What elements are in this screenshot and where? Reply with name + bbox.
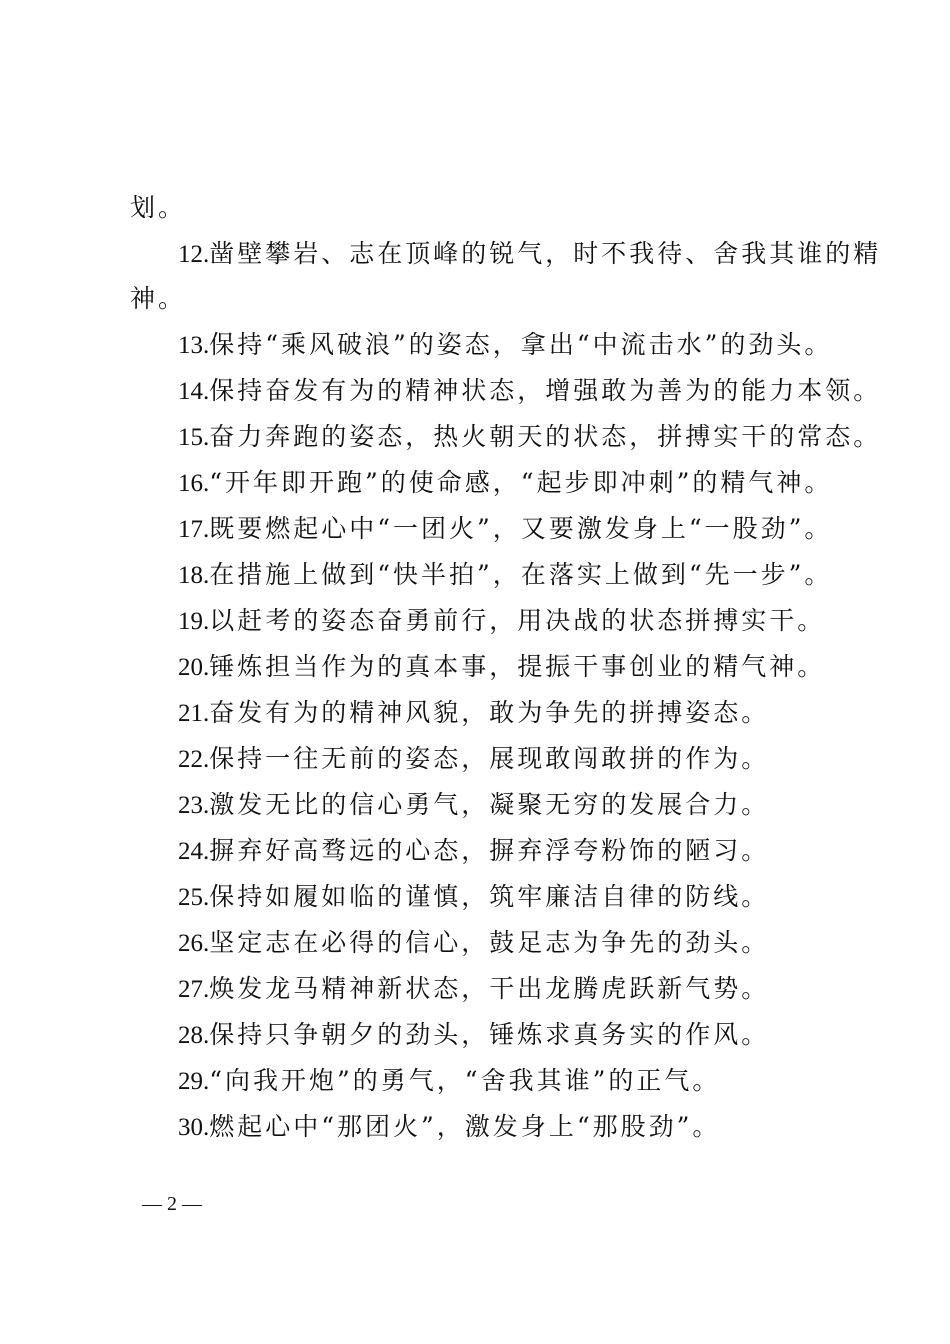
item-number: 26. <box>178 930 210 957</box>
continuation-line: 划。 <box>130 193 187 222</box>
list-item-26 <box>178 928 769 959</box>
item-text: 奋力奔跑的姿态，热火朝天的状态，拼搏实干的常态。 <box>209 422 882 451</box>
page-number: — 2 — <box>142 1193 202 1215</box>
list-item-15 <box>178 422 881 453</box>
item-text: 以赶考的姿态奋勇前行，用决战的状态拼搏实干。 <box>209 606 826 635</box>
item-number: 27. <box>178 976 210 1003</box>
list-item-30 <box>178 1112 720 1143</box>
item-text: 激发无比的信心勇气，凝聚无穷的发展合力。 <box>209 790 770 819</box>
item-number: 20. <box>178 654 210 681</box>
item-text: 保持如履如临的谨慎，筑牢廉洁自律的防线。 <box>209 882 770 911</box>
item-number: 30. <box>178 1114 210 1141</box>
item-number: 28. <box>178 1022 210 1049</box>
item-text: 凿壁攀岩、志在顶峰的锐气，时不我待、舍我其谁的精 <box>209 239 882 268</box>
list-item-22 <box>178 744 769 775</box>
item-text: 在措施上做到“快半拍”，在落实上做到“先一步”。 <box>209 560 833 589</box>
list-item-12 <box>178 239 881 270</box>
list-item-29 <box>178 1066 720 1097</box>
item-text: 既要燃起心中“一团火”，又要激发身上“一股劲”。 <box>209 514 833 543</box>
list-item-20 <box>178 652 825 683</box>
item-text: 坚定志在必得的信心，鼓足志为争先的劲头。 <box>209 928 770 957</box>
list-item-28 <box>178 1020 769 1051</box>
item-number: 21. <box>178 700 210 727</box>
item-number: 29. <box>178 1068 210 1095</box>
list-item-17 <box>178 514 832 545</box>
item-text: 保持一往无前的姿态，展现敢闯敢拼的作为。 <box>209 744 770 773</box>
item-number: 13. <box>178 332 210 359</box>
item-text: 奋发有为的精神风貌，敢为争先的拼搏姿态。 <box>209 698 770 727</box>
item-text: 保持奋发有为的精神状态，增强敢为善为的能力本领。 <box>209 376 882 405</box>
list-item-27 <box>178 974 769 1005</box>
list-item-24 <box>178 836 769 867</box>
item-number: 24. <box>178 838 210 865</box>
item-text: 保持只争朝夕的劲头，锤炼求真务实的作风。 <box>209 1020 770 1049</box>
list-item-23 <box>178 790 769 821</box>
item-number: 12. <box>178 241 210 268</box>
item-number: 16. <box>178 470 210 497</box>
item-text: 焕发龙马精神新状态，干出龙腾虎跃新气势。 <box>209 974 770 1003</box>
item-text: 摒弃好高骛远的心态，摒弃浮夸粉饰的陋习。 <box>209 836 770 865</box>
list-item-21 <box>178 698 769 729</box>
list-item-13 <box>178 330 832 361</box>
item-text: “向我开炮”的勇气，“舍我其谁”的正气。 <box>209 1066 721 1095</box>
item-text: 保持“乘风破浪”的姿态，拿出“中流击水”的劲头。 <box>209 330 833 359</box>
list-item-18 <box>178 560 832 591</box>
item-number: 15. <box>178 424 210 451</box>
item-number: 14. <box>178 378 210 405</box>
item-number: 17. <box>178 516 210 543</box>
list-item-25 <box>178 882 769 913</box>
item-number: 23. <box>178 792 210 819</box>
item-text: 锤炼担当作为的真本事，提振干事创业的精气神。 <box>209 652 826 681</box>
item-number: 18. <box>178 562 210 589</box>
list-item-16 <box>178 468 832 499</box>
item-text: “开年即开跑”的使命感，“起步即冲刺”的精气神。 <box>209 468 833 497</box>
item-text: 燃起心中“那团火”，激发身上“那股劲”。 <box>209 1112 721 1141</box>
item-number: 25. <box>178 884 210 911</box>
item-number: 22. <box>178 746 210 773</box>
list-item-19 <box>178 606 825 637</box>
list-item-12-continuation: 神。 <box>130 284 187 313</box>
list-item-14 <box>178 376 881 407</box>
item-number: 19. <box>178 608 210 635</box>
